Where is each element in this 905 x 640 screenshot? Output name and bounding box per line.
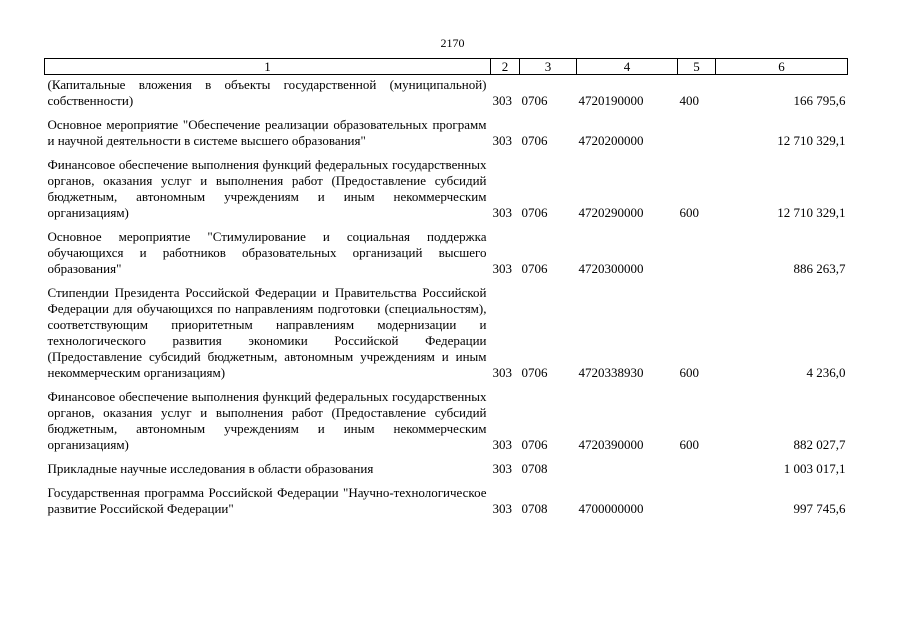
row-amount: 4 236,0: [806, 365, 846, 380]
row-target-code: 4720338930: [578, 365, 644, 380]
row-amount: 166 795,6: [793, 93, 846, 108]
row-amount: 882 027,7: [793, 437, 846, 452]
table-row: [45, 461, 848, 485]
row-expense-type: 600: [679, 437, 699, 452]
row-description: Основное мероприятие "Стимулирование и социальная поддержка обучающихся и работников образовательных организаций высшего образования": [47, 229, 487, 276]
header-col-4: 4: [577, 59, 678, 75]
row-expense-type: 600: [679, 365, 699, 380]
row-expense-type: [678, 229, 716, 285]
table-row: [45, 389, 848, 461]
row-amount: 12 710 329,1: [777, 133, 846, 148]
row-expense-type: [678, 485, 716, 517]
header-col-3: 3: [520, 59, 577, 75]
row-ministry-code: 303: [492, 501, 512, 516]
row-ministry-code: 303: [492, 365, 512, 380]
row-target-code: 4720200000: [578, 133, 644, 148]
row-expense-type: [678, 117, 716, 157]
row-target-code: 4700000000: [578, 501, 644, 516]
row-ministry-code: 303: [492, 261, 512, 276]
header-row: [45, 59, 848, 75]
row-target-code: [577, 461, 678, 485]
table-row: [45, 117, 848, 157]
row-ministry-code: 303: [492, 437, 512, 452]
page-number: 2170: [440, 36, 465, 50]
table-body: [45, 75, 848, 518]
row-expense-type: 400: [679, 93, 699, 108]
row-target-code: 4720190000: [578, 93, 644, 108]
row-ministry-code: 303: [492, 461, 512, 476]
row-description: Основное мероприятие "Обеспечение реализации образовательных программ и научной деятельности в системе высшего образования": [47, 117, 487, 148]
table-row: [45, 157, 848, 229]
header-col-2: 2: [491, 59, 520, 75]
row-section-code: 0706: [521, 437, 548, 452]
row-section-code: 0706: [521, 261, 548, 276]
row-section-code: 0706: [521, 133, 548, 148]
row-target-code: 4720390000: [578, 437, 644, 452]
row-amount: 997 745,6: [793, 501, 846, 516]
row-description: Государственная программа Российской Федерации "Научно-технологическое развитие Российской Федерации": [47, 485, 487, 516]
row-amount: 886 263,7: [793, 261, 846, 276]
header-col-6: 6: [716, 59, 848, 75]
row-expense-type: 600: [679, 205, 699, 220]
row-ministry-code: 303: [492, 205, 512, 220]
row-target-code: 4720300000: [578, 261, 644, 276]
row-description: Стипендии Президента Российской Федерации и Правительства Российской Федерации для обучающихся по направлениям подготовки (специальностям), соответствующим приоритетным направлениям модернизации и технологического развития экономики Российской Федерации (Предоставление субсидий бюджетным, автономным учреждениям и иным некоммерческим организациям): [47, 285, 487, 380]
table-row: [45, 285, 848, 389]
row-description: Финансовое обеспечение выполнения функций федеральных государственных органов, оказания услуг и выполнения работ (Предоставление субсидий бюджетным, автономным учреждениям и иным некоммерческим организациям): [47, 389, 487, 452]
table-header: [45, 59, 848, 75]
row-ministry-code: 303: [492, 93, 512, 108]
row-amount: 1 003 017,1: [783, 461, 846, 476]
row-section-code: 0708: [521, 501, 548, 516]
row-ministry-code: 303: [492, 133, 512, 148]
budget-table: [44, 58, 848, 517]
row-amount: 12 710 329,1: [777, 205, 846, 220]
header-col-1: 1: [45, 59, 491, 75]
row-section-code: 0706: [521, 365, 548, 380]
table-row: [45, 485, 848, 517]
table-row: [45, 75, 848, 118]
row-expense-type: [678, 461, 716, 485]
row-target-code: 4720290000: [578, 205, 644, 220]
row-section-code: 0706: [521, 93, 548, 108]
row-section-code: 0706: [521, 205, 548, 220]
table-row: [45, 229, 848, 285]
row-description: Финансовое обеспечение выполнения функций федеральных государственных органов, оказания услуг и выполнения работ (Предоставление субсидий бюджетным, автономным учреждениям и иным некоммерческим организациям): [47, 157, 487, 220]
row-section-code: 0708: [521, 461, 548, 476]
row-description: (Капитальные вложения в объекты государственной (муниципальной) собственности): [47, 77, 487, 108]
row-description: Прикладные научные исследования в области образования: [47, 461, 374, 476]
header-col-5: 5: [678, 59, 716, 75]
